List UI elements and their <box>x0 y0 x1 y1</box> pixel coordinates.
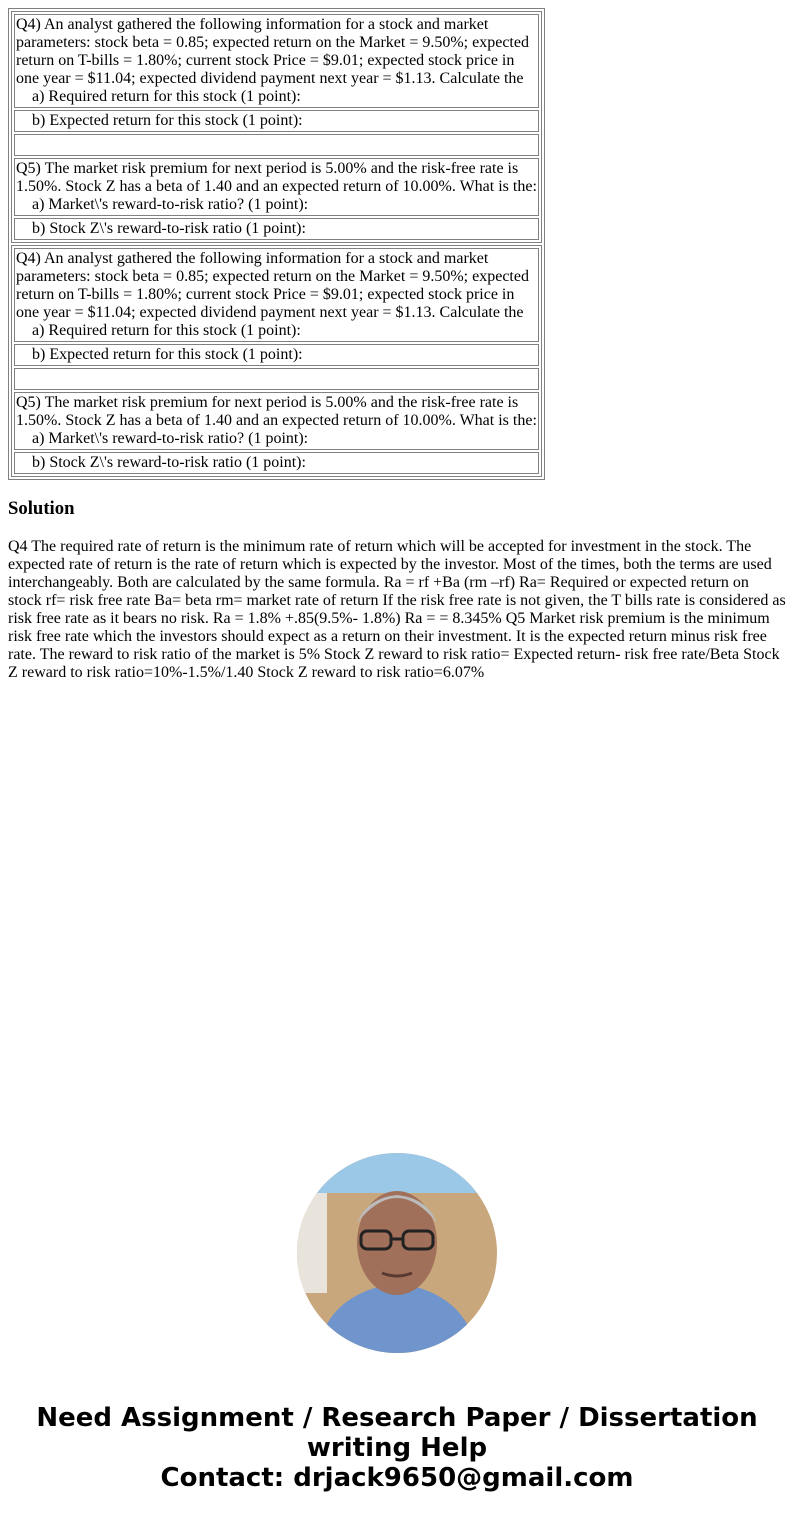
q5-text: Q5) The market risk premium for next period is 5.00% and the risk-free rate is 1.50%. Stock Z has a beta of 1.40 and an expected return of 10.00%. What is the: <box>16 394 537 429</box>
empty-cell <box>14 134 539 156</box>
q5b-cell <box>14 452 539 474</box>
q5-cell <box>14 158 539 216</box>
empty-cell <box>14 368 539 390</box>
question-block-2 <box>11 245 542 477</box>
q4b-cell <box>14 110 539 132</box>
q4b-cell <box>14 344 539 366</box>
q5-part-b: b) Stock Z\'s reward-to-risk ratio (1 point): <box>32 220 306 237</box>
footer-contact: Contact: drjack9650@gmail.com <box>160 1463 634 1493</box>
q4-text: Q4) An analyst gathered the following information for a stock and market parameters: stock beta = 0.85; expected return on the Market = 9.50%; expected return on T-bills = 1.80%; current stock Price = $9.01; expected stock price in one year = $11.04; expected dividend payment next year = $1.13. Calculate the <box>16 16 529 87</box>
q5-part-a: a) Market\'s reward-to-risk ratio? (1 point): <box>32 196 309 213</box>
q4-part-a: a) Required return for this stock (1 point): <box>32 88 301 105</box>
question-inner-table <box>11 245 542 477</box>
question-inner-table <box>11 11 542 243</box>
footer-banner <box>0 1403 794 1493</box>
q5-text: Q5) The market risk premium for next period is 5.00% and the risk-free rate is 1.50%. Stock Z has a beta of 1.40 and an expected return of 10.00%. What is the: <box>16 160 537 195</box>
q4-part-a: a) Required return for this stock (1 point): <box>32 322 301 339</box>
footer-help-text: Need Assignment / Research Paper / Dissertation writing Help <box>36 1403 758 1463</box>
solution-heading: Solution <box>8 498 75 519</box>
question-table <box>8 8 545 480</box>
question-block-1 <box>11 11 542 243</box>
q4-part-b: b) Expected return for this stock (1 point): <box>32 112 303 129</box>
q4-cell <box>14 248 539 342</box>
q5-part-b: b) Stock Z\'s reward-to-risk ratio (1 point): <box>32 454 306 471</box>
avatar <box>297 1153 497 1353</box>
q5-part-a: a) Market\'s reward-to-risk ratio? (1 point): <box>32 430 309 447</box>
q4-part-b: b) Expected return for this stock (1 point): <box>32 346 303 363</box>
solution-body: Q4 The required rate of return is the minimum rate of return which will be accepted for investment in the stock. The expected rate of return is the rate of return which is expected by the investor. Most of the times, both the terms are used interchangeably. Both are calculated by the same formula. Ra = rf +Ba (rm –rf) Ra= Required or expected return on stock rf= risk free rate Ba= beta rm= market rate of return If the risk free rate is not given, the T bills rate is considered as risk free rate as it bears no risk. Ra = 1.8% +.85(9.5%- 1.8%) Ra = = 8.345% Q5 Market risk premium is the minimum risk free rate which the investors should expect as a return on their investment. It is the expected return minus risk free rate. The reward to risk ratio of the market is 5% Stock Z reward to risk ratio= Expected return- risk free rate/Beta Stock Z reward to risk ratio=10%-1.5%/1.40 Stock Z reward to risk ratio=6.07% <box>8 538 786 681</box>
q4-text: Q4) An analyst gathered the following information for a stock and market parameters: stock beta = 0.85; expected return on the Market = 9.50%; expected return on T-bills = 1.80%; current stock Price = $9.01; expected stock price in one year = $11.04; expected dividend payment next year = $1.13. Calculate the <box>16 250 529 321</box>
q4-cell <box>14 14 539 108</box>
q5b-cell <box>14 218 539 240</box>
q5-cell <box>14 392 539 450</box>
